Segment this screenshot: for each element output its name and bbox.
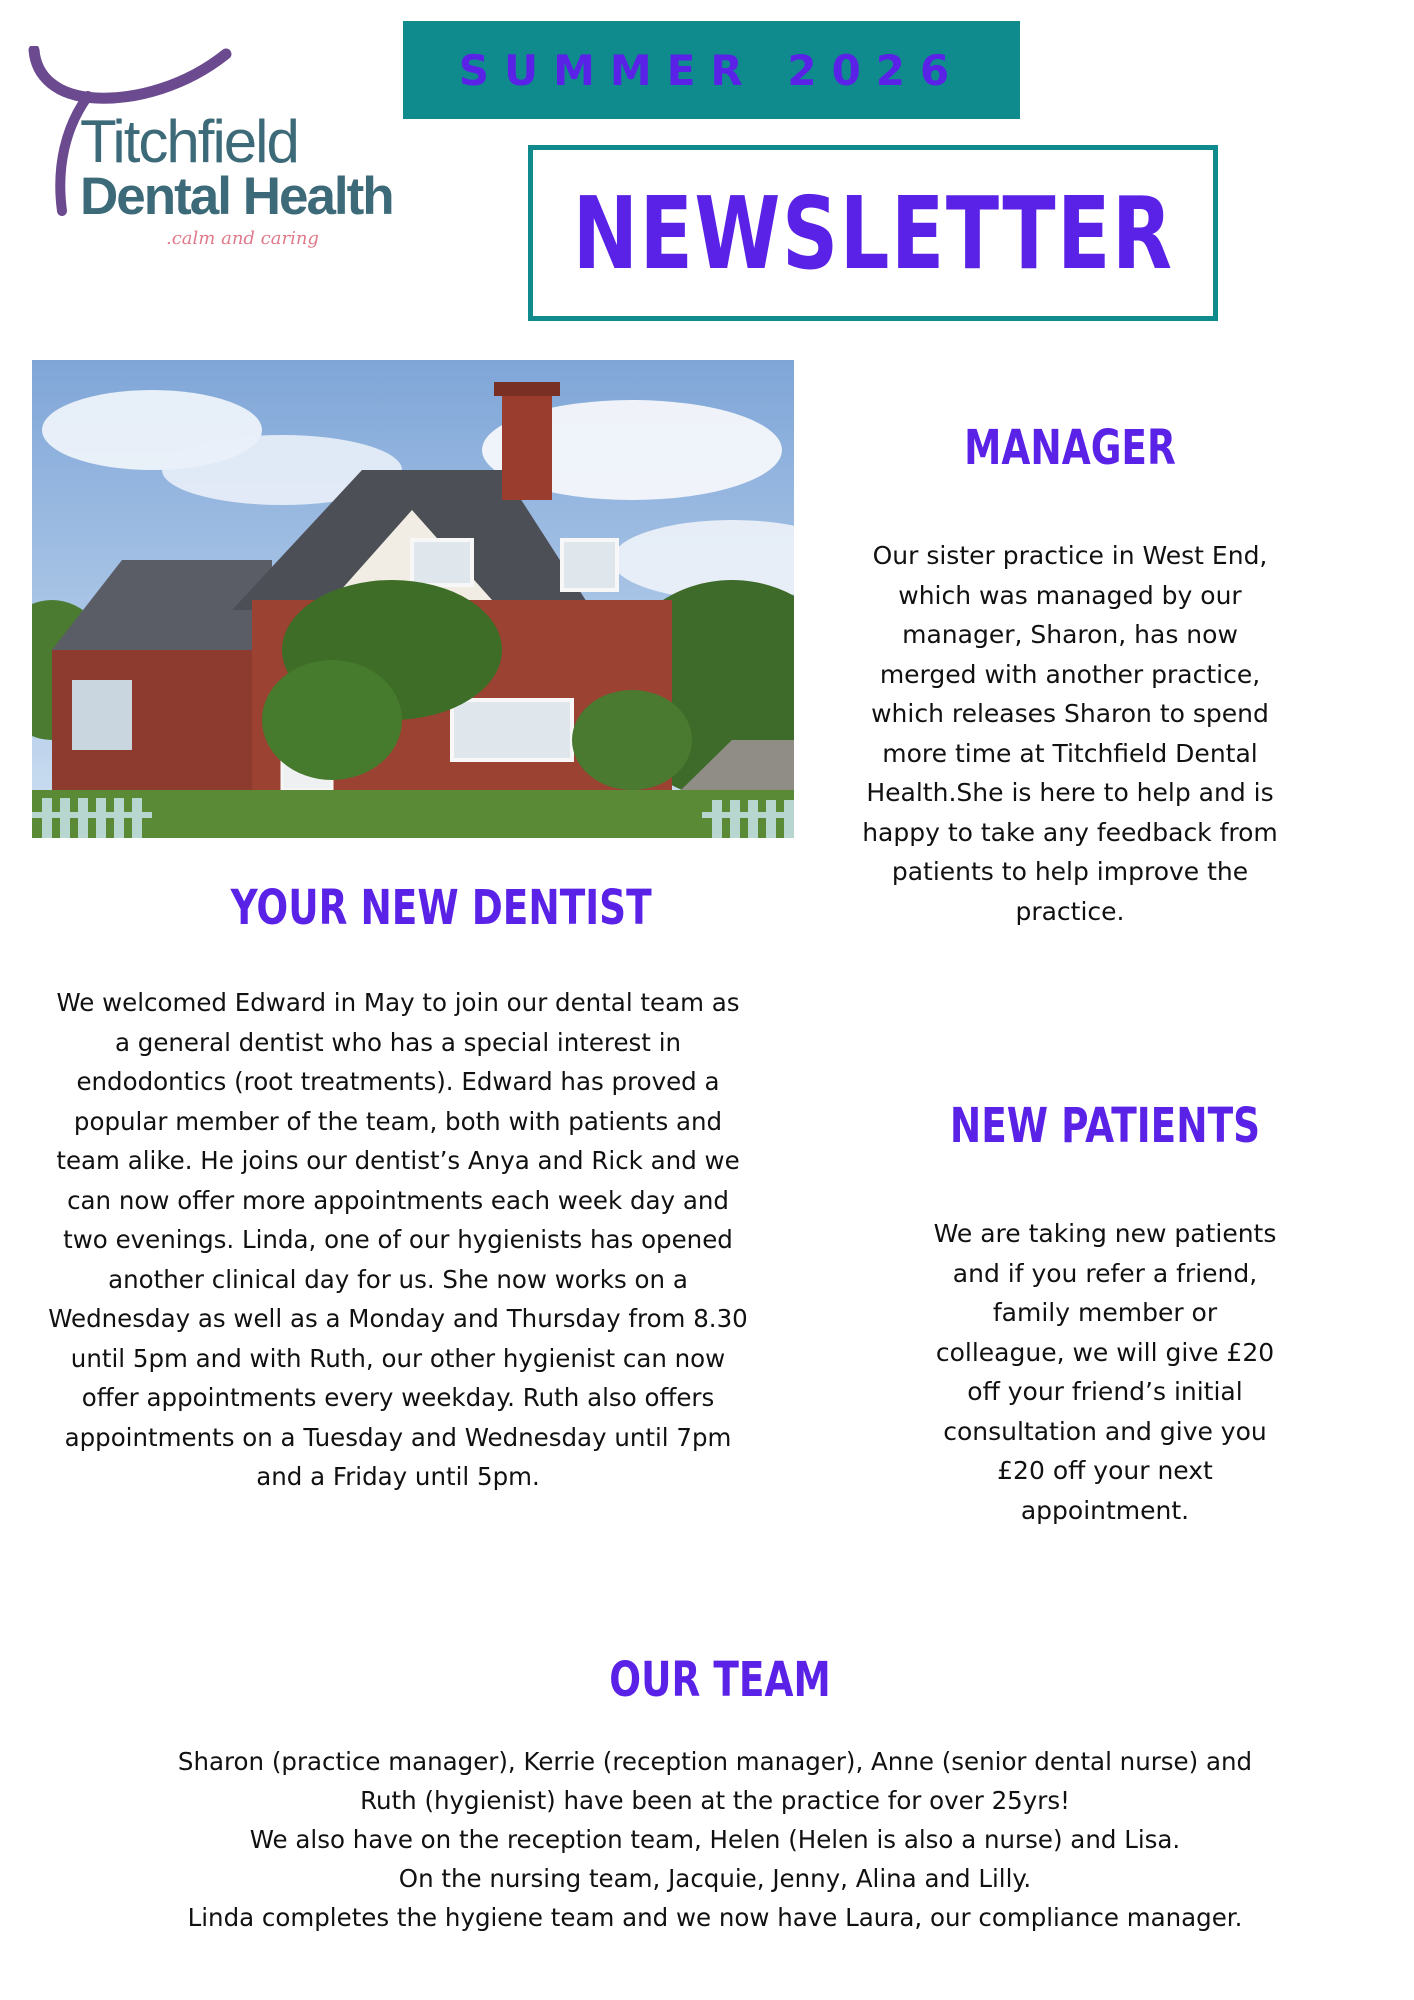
newsletter-title: NEWSLETTER <box>572 174 1174 292</box>
season-banner <box>403 21 1020 119</box>
section-heading-new-dentist: YOUR NEW DENTIST <box>230 880 652 936</box>
season-label: SUMMER 2026 <box>458 45 965 95</box>
manager-body: Our sister practice in West End, which was managed by our manager, Sharon, has now merged with another practice, which releases Sharon to spend more time at Titchfield Dental Health.She is here to help and is happy to take any feedback from patients to help improve the practice. <box>862 541 1278 926</box>
team-line: Linda completes the hygiene team and we now have Laura, our compliance manager. <box>187 1903 1243 1932</box>
new-patients-body: We are taking new patients and if you refer a friend, family member or colleague, we will give £20 off your friend’s initial consultation and give you £20 off your next appointment. <box>933 1219 1277 1525</box>
team-line: Sharon (practice manager), Kerrie (reception manager), Anne (senior dental nurse) and <box>177 1747 1253 1776</box>
practice-building-photo <box>32 360 794 838</box>
practice-logo <box>26 46 426 266</box>
team-line: We also have on the reception team, Helen (Helen is also a nurse) and Lisa. <box>249 1825 1181 1854</box>
newsletter-title-box <box>528 145 1218 321</box>
section-heading-manager: MANAGER <box>964 420 1176 476</box>
team-line: Ruth (hygienist) have been at the practice for over 25yrs! <box>360 1786 1070 1815</box>
logo-name-line1: Titchfield <box>80 108 298 175</box>
our-team-body <box>130 1742 1300 1937</box>
logo-name-line2: Dental Health <box>80 167 393 226</box>
new-dentist-body: We welcomed Edward in May to join our dental team as a general dentist who has a special interest in endodontics (root treatments). Edward has proved a popular member of the team, both with patients and team alike. He joins our dentist’s Anya and Rick and we can now offer more appointments each week day and two evenings. Linda, one of our hygienists has opened another clinical day for us. She now works on a Wednesday as well as a Monday and Thursday from 8.30 until 5pm and with Ruth, our other hygienist can now offer appointments every weekday. Ruth also offers appointments on a Tuesday and Wednesday until 7pm and a Friday until 5pm. <box>48 988 748 1491</box>
section-heading-new-patients: NEW PATIENTS <box>949 1098 1261 1154</box>
section-heading-our-team: OUR TEAM <box>609 1652 831 1708</box>
logo-tagline: .calm and caring <box>166 228 319 249</box>
team-line: On the nursing team, Jacquie, Jenny, Alina and Lilly. <box>398 1864 1032 1893</box>
